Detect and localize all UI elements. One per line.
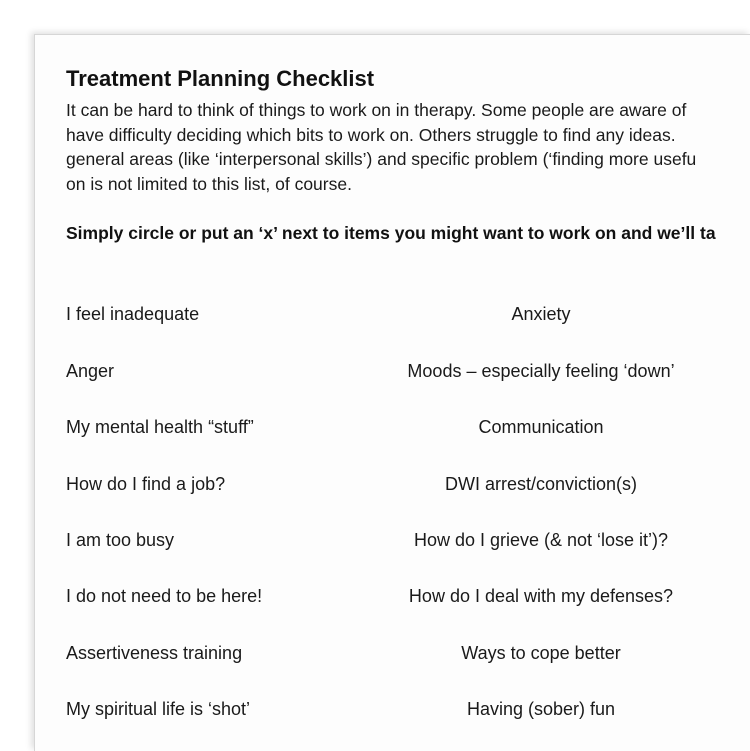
intro-line: have difficulty deciding which bits to work on. Others struggle to find any ideas. — [66, 124, 676, 145]
checklist-item-cope-better[interactable]: Ways to cope better — [461, 643, 621, 663]
checklist-item-find-a-job[interactable]: How do I find a job? — [66, 474, 226, 494]
intro-line: general areas (like ‘interpersonal skills’) and specific problem (‘finding more usefu — [66, 149, 697, 169]
checklist-item-assertiveness[interactable]: Assertiveness training — [66, 643, 243, 663]
checklist-item-grieve[interactable]: How do I grieve (& not ‘lose it’)? — [413, 530, 669, 550]
checklist-item-spiritual-life[interactable]: My spiritual life is ‘shot’ — [66, 699, 251, 719]
checklist-item-dwi-arrest[interactable]: DWI arrest/conviction(s) — [444, 474, 638, 494]
checklist-item-moods[interactable]: Moods – especially feeling ‘down’ — [407, 361, 675, 381]
checklist-item-too-busy[interactable]: I am too busy — [66, 530, 175, 550]
checklist-item-defenses[interactable]: How do I deal with my defenses? — [408, 586, 674, 606]
intro-line: It can be hard to think of things to work on in therapy. Some people are aware of — [66, 100, 687, 120]
instruction-text: Simply circle or put an ‘x’ next to items you might want to work on and we’ll ta — [66, 223, 716, 243]
checklist-item-communication[interactable]: Communication — [478, 417, 604, 437]
checklist-item-not-need-here[interactable]: I do not need to be here! — [66, 586, 263, 606]
checklist-sheet — [34, 34, 750, 751]
intro-line: on is not limited to this list, of course. — [66, 173, 352, 194]
checklist-item-anger[interactable]: Anger — [66, 361, 115, 381]
checklist-item-i-feel-inadequate[interactable]: I feel inadequate — [66, 304, 200, 324]
document-title: Treatment Planning Checklist — [66, 66, 375, 91]
checklist-item-sober-fun[interactable]: Having (sober) fun — [466, 699, 616, 719]
checklist-item-mental-health[interactable]: My mental health “stuff” — [66, 417, 254, 437]
intro-paragraph — [66, 98, 750, 196]
checklist-item-anxiety[interactable]: Anxiety — [511, 304, 571, 324]
